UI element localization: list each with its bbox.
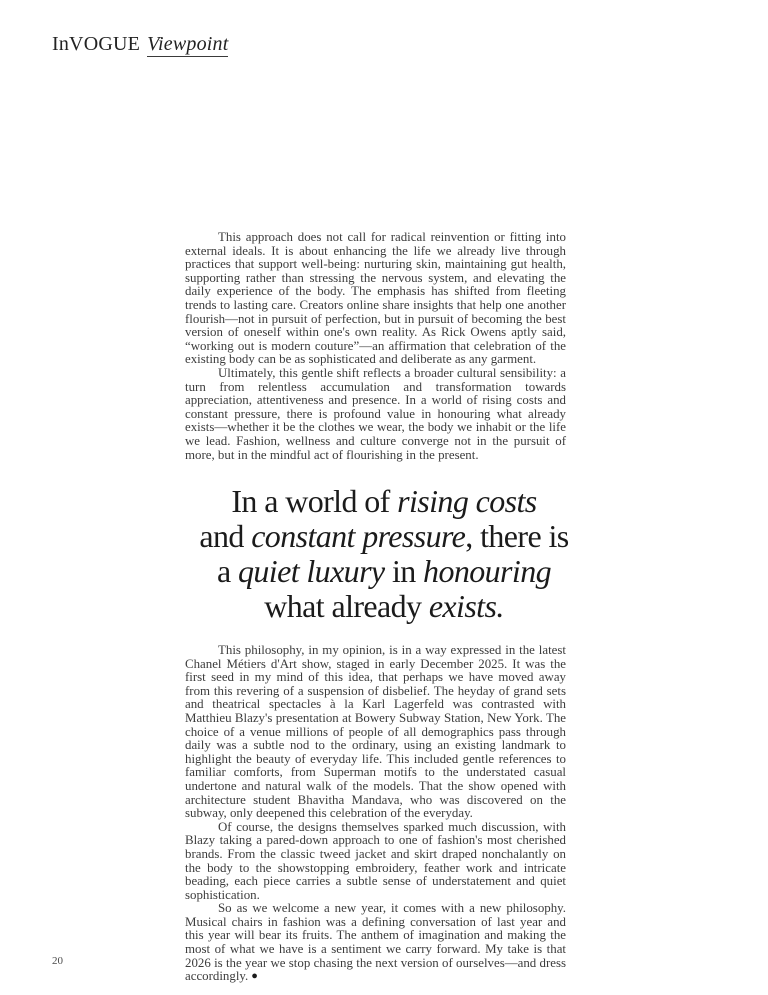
pull-quote-italic-run: honouring [423, 553, 551, 589]
body-paragraph: So as we welcome a new year, it comes with a new philosophy. Musical chairs in fashion was a defining conversation of last year and this year will bear its fruits. The anthem of imagination and making the most of what we have is a sentiment we carry forward. My take is that 2026 is the year we stop chasing the next version of ourselves—and dress accordingly. ● [185, 901, 566, 984]
masthead [52, 33, 228, 56]
pull-quote-run: a [216, 553, 238, 589]
body-paragraph: Ultimately, this gentle shift reflects a broader cultural sensibility: a turn from relentless accumulation and transformation towards appreciation, attentiveness and presence. In a world of rising costs and constant pressure, there is profound value in honouring what already exists—whether it be the clothes we wear, the body we inhabit or the life we lead. Fashion, wellness and culture converge not in the pursuit of more, but in the mindful act of flourishing in the present. [185, 365, 566, 462]
pull-quote-italic-run: constant pressure [251, 518, 466, 554]
body-paragraph: This approach does not call for radical reinvention or fitting into external ideals. It is about enhancing the life we already live through practices that support well-being: nurturing skin, maintaining gut health, supporting rather than stressing the nervous system, and elevating the daily experience of the body. The emphasis has shifted from fleeting trends to lasting care. Creators online share insights that help one another flourish—not in pursuit of perfection, but in pursuit of becoming the best version of oneself within one's own reality. As Rick Owens aptly said, “working out is modern couture”—an affirmation that celebration of the existing body can be as sophisticated and deliberate as any garment. [185, 230, 566, 367]
pull-quote-line [144, 554, 624, 589]
masthead-section-title: Viewpoint [147, 33, 229, 55]
masthead-brand: InVOGUE [52, 33, 141, 55]
pull-quote-italic-run: exists. [428, 588, 504, 624]
pull-quote-line [144, 519, 624, 554]
pull-quote-run: In a world of [231, 483, 398, 519]
pull-quote-run: and [199, 518, 252, 554]
article-intro-column [185, 231, 566, 462]
body-paragraph: Of course, the designs themselves sparked much discussion, with Blazy taking a pared-down approach to one of fashion's most cherished brands. From the classic tweed jacket and skirt draped nonchalantly on the body to the showstopping embroidery, feather work and intricate beading, each piece carries a subtle sense of understatement and quiet sophistication. [185, 819, 566, 902]
pull-quote-line [144, 589, 624, 624]
page-number: 20 [52, 955, 63, 967]
pull-quote-italic-run: quiet luxury [238, 553, 385, 589]
body-paragraph: This philosophy, in my opinion, is in a way expressed in the latest Chanel Métiers d'Art show, staged in early December 2025. It was the first seed in my mind of this idea, that perhaps we have moved away from this revering of a suspension of disbelief. The heyday of grand sets and theatrical spectacles à la Karl Lagerfeld was contrasted with Matthieu Blazy's presentation at Bowery Subway Station, New York. The choice of a venue millions of people of all demographics pass through daily was a subtle nod to the ordinary, using an existing landmark to highlight the beauty of everyday life. This included gentle references to familiar comforts, from Superman motifs to the understated casual undertone and natural walk of the models. That the show opened with architecture student Bhavitha Mandava, who was discovered on the subway, only deepened this celebration of the everyday. [185, 643, 566, 821]
pull-quote-line [144, 484, 624, 519]
article-body-column [185, 644, 566, 984]
pull-quote-italic-run: rising costs [397, 483, 537, 519]
pull-quote-run: what already [264, 588, 429, 624]
article-end-mark: ● [251, 970, 258, 983]
pull-quote-run: , there is [465, 518, 569, 554]
pull-quote [144, 484, 624, 624]
pull-quote-run: in [384, 553, 424, 589]
